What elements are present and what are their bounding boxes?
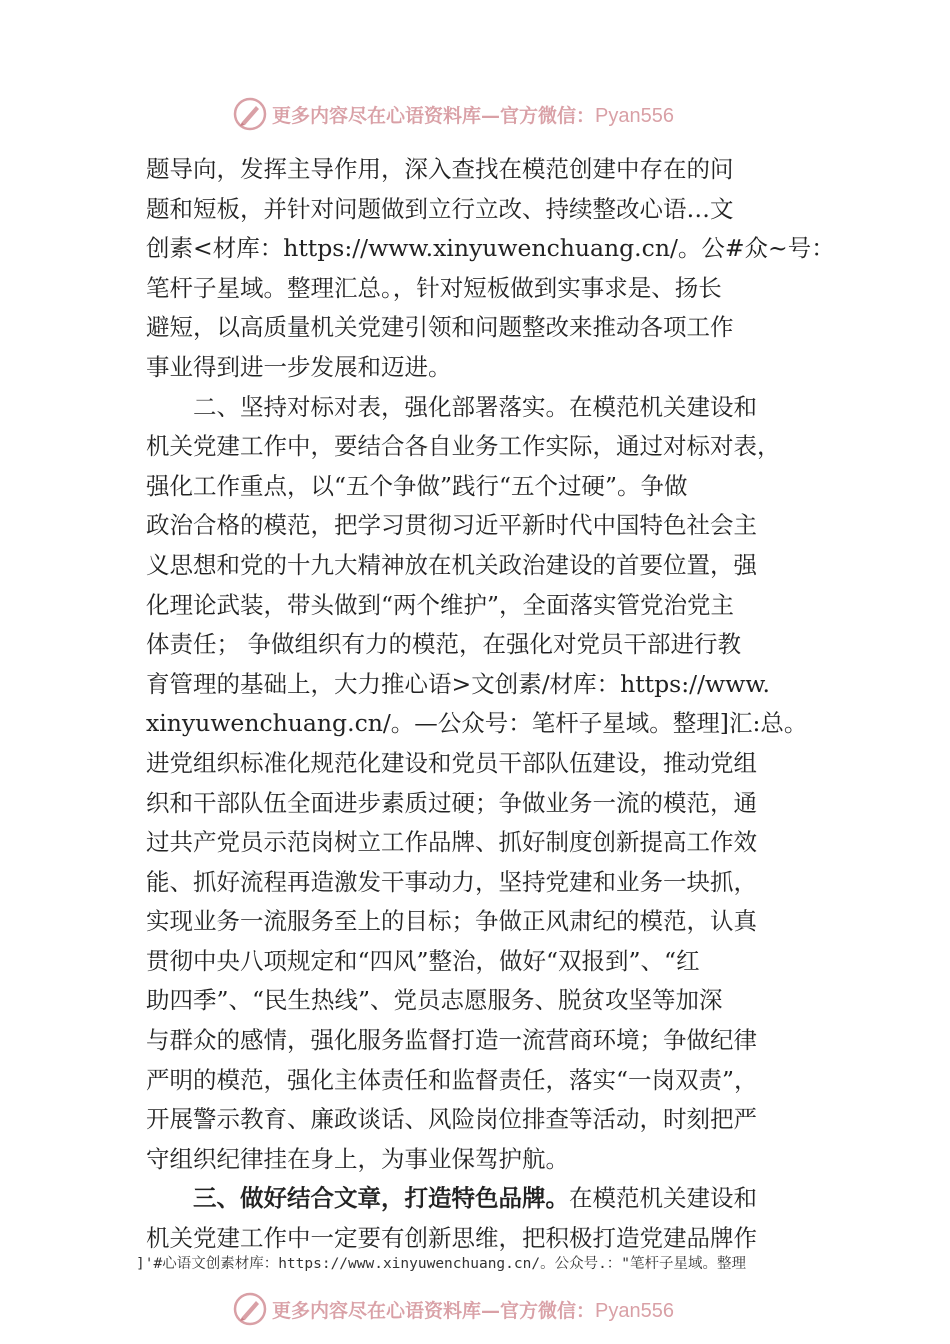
header-slogan: 更多内容尽在心语资料库—官方微信：Pyan556 — [272, 104, 674, 127]
footer-slogan: 更多内容尽在心语资料库—官方微信：Pyan556 — [272, 1299, 674, 1322]
text-line: 机关党建工作中一定要有创新思维，把积极打造党建品牌作 — [146, 1224, 757, 1253]
text-line: 题和短板，并针对问题做到立行立改、持续整改心语…文 — [146, 194, 734, 223]
pen-logo-icon — [232, 1291, 268, 1327]
text-line: 贯彻中央八项规定和“四风”整治，做好“双报到”、“红 — [146, 946, 700, 975]
text-line: 笔杆子星域。整理汇总。，针对短板做到实事求是、扬长 — [146, 273, 722, 302]
text-line: 开展警示教育、廉政谈话、风险岗位排查等活动，时刻把严 — [146, 1105, 757, 1134]
text-line: 二、坚持对标对表，强化部署落实。在模范机关建设和 — [146, 392, 757, 421]
body-text — [146, 150, 836, 1259]
text-line: 创素<材库：https://www.xinyuwenchuang.cn/。公#众~号： — [146, 234, 835, 263]
text-line: 育管理的基础上，大力推心语>文创素/材库：https://www. — [146, 669, 771, 698]
footer-handle: Pyan556 — [595, 1299, 674, 1322]
text-line: 助四季”、“民生热线”、党员志愿服务、脱贫攻坚等加深 — [146, 986, 723, 1015]
text-line: 事业得到进一步发展和迈进。 — [146, 352, 452, 381]
text-line: 织和干部队伍全面进步素质过硬；争做业务一流的模范，通 — [146, 788, 757, 817]
section-three-heading: 三、做好结合文章，打造特色品牌。 — [146, 1184, 569, 1213]
text-line: 过共产党员示范岗树立工作品牌、抓好制度创新提高工作效 — [146, 828, 757, 857]
text-line: xinyuwenchuang.cn/。—公众号：笔杆子星域。整理]汇:总。 — [146, 709, 808, 738]
text-line: 进党组织标准化规范化建设和党员干部队伍建设，推动党组 — [146, 748, 757, 777]
text-line: 能、抓好流程再造激发干事动力，坚持党建和业务一块抓， — [146, 867, 757, 896]
text-line: 机关党建工作中，要结合各自业务工作实际，通过对标对表， — [146, 432, 781, 461]
text-line: 义思想和党的十九大精神放在机关政治建设的首要位置，强 — [146, 550, 757, 579]
pen-logo-icon — [232, 96, 268, 132]
header-handle: Pyan556 — [595, 104, 674, 127]
text-line: 严明的模范，强化主体责任和监督责任，落实“一岗双责”， — [146, 1065, 758, 1094]
text-line: 政治合格的模范，把学习贯彻习近平新时代中国特色社会主 — [146, 511, 757, 540]
text-line: 避短，以高质量机关党建引领和问题整改来推动各项工作 — [146, 313, 734, 342]
text-line: 与群众的感情，强化服务监督打造一流营商环境；争做纪律 — [146, 1026, 757, 1055]
section-three-rest: 在模范机关建设和 — [569, 1184, 757, 1213]
text-line: 题导向，发挥主导作用，深入查找在模范创建中存在的问 — [146, 155, 734, 183]
footnote-watermark: ]'#心语文创素材库：https://www.xinyuwenchuang.cn/。公众号.："笔杆子星域。整理 — [136, 1256, 747, 1272]
section-three-line — [146, 1179, 836, 1219]
text-line: 体责任； 争做组织有力的模范，在强化对党员干部进行教 — [146, 630, 741, 659]
text-line: 化理论武装，带头做到“两个维护”，全面落实管党治党主 — [146, 590, 735, 619]
text-line: 强化工作重点，以“五个争做”践行“五个过硬”。争做 — [146, 471, 688, 500]
text-line: 守组织纪律挂在身上，为事业保驾护航。 — [146, 1144, 569, 1173]
text-line: 实现业务一流服务至上的目标；争做正风肃纪的模范，认真 — [146, 907, 757, 936]
header-banner — [232, 94, 752, 134]
footer-banner — [232, 1289, 752, 1329]
